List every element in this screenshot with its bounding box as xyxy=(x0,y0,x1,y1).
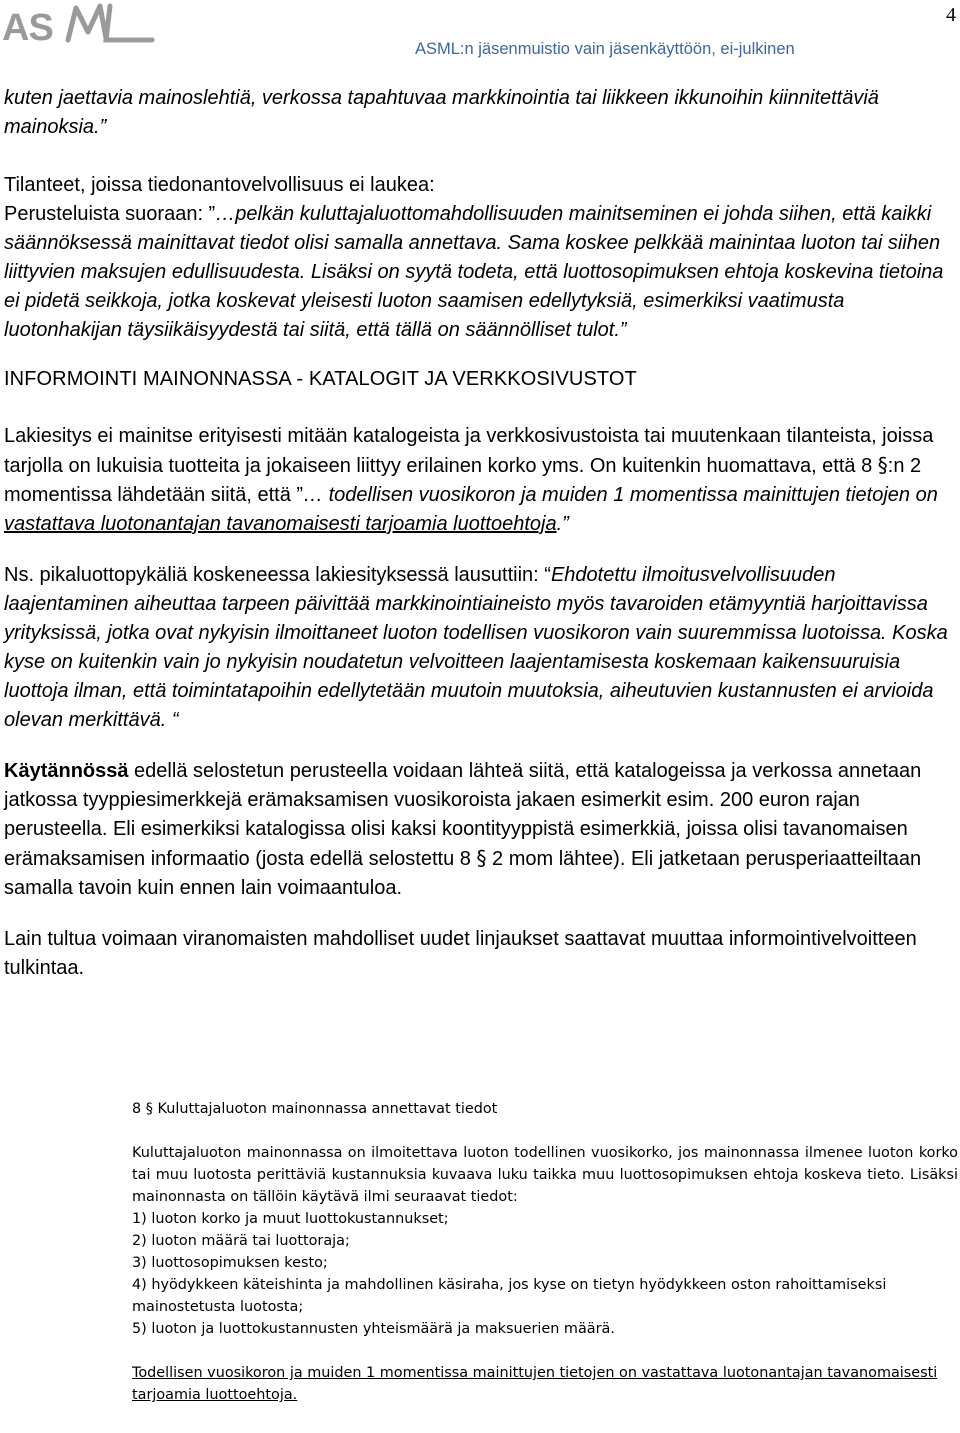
law-item-3: 3) luottosopimuksen kesto; xyxy=(132,1255,328,1271)
law-intro: Kuluttajaluoton mainonnassa on ilmoitettava luoton todellinen vuosikorko, jos mainonnassa ilmenee luoton korko tai muu luotosta perittäviä kustannuksia kuvaava luku taikka muu luottosopimuksen ehtoja koskeva tieto. Lisäksi mainonnasta on tällöin käytävä ilmi seuraavat tiedot: xyxy=(132,1145,958,1205)
section-situations xyxy=(4,171,954,345)
paragraph-catalogs: Lakiesitys ei mainitse erityisesti mitään katalogeista ja verkkosivustoista tai muutenkaan tilanteista, joissa tarjolla on lukuisia tuotteita ja jokaiseen liittyy erilainen korko yms. On kuitenkin huomattava, että 8 §:n 2 momentissa lähdetään siitä, että ”… todellisen vuosikoron ja muiden 1 momentissa mainittujen tietojen on vastattava luotonantajan tavanomaisesti tarjoamia luottoehtoja.” xyxy=(4,425,938,535)
svg-text:AS: AS xyxy=(2,7,53,46)
section-title: Tilanteet, joissa tiedonantovelvollisuus ei laukea: xyxy=(4,174,435,196)
page-number: 4 xyxy=(946,4,956,26)
paragraph-authorities: Lain tultua voimaan viranomaisten mahdolliset uudet linjaukset saattavat muuttaa informointivelvoitteen tulkintaa. xyxy=(4,928,917,979)
section-sign: § xyxy=(877,453,888,477)
law-item-1: 1) luoton korko ja muut luottokustannukset; xyxy=(132,1211,449,1227)
document-body xyxy=(4,84,954,983)
paragraph-practice: Käytännössä edellä selostetun perusteella voidaan lähteä siitä, että katalogeissa ja verkossa annetaan jatkossa tyyppiesimerkkejä erämaksamisen vuosikoroista jakaen esimerkit esim. 200 euron rajan perusteella. Eli esimerkiksi katalogissa olisi kaksi koontityyppistä esimerkkiä, joissa olisi tavanomaisen erämaksamisen informaatio (josta edellä selostettu 8 § 2 mom lähtee). Eli jatketaan perusperiaatteiltaan samalla tavoin kuin ennen lain voimaantuloa. xyxy=(4,760,922,899)
asml-logo xyxy=(2,2,162,46)
law-excerpt xyxy=(132,1098,958,1406)
section-lead: Perusteluista suoraan: ” xyxy=(4,203,216,225)
law-item-2: 2) luoton määrä tai luottoraja; xyxy=(132,1233,350,1249)
section-heading: INFORMOINTI MAINONNASSA - KATALOGIT JA VERKKOSIVUSTOT xyxy=(4,368,637,390)
law-footer: Todellisen vuosikoron ja muiden 1 momentissa mainittujen tietojen on vastattava luotonantajan tavanomaisesti tarjoamia luottoehtoja. xyxy=(132,1365,938,1403)
paragraph-intro: kuten jaettavia mainoslehtiä, verkossa tapahtuvaa markkinointia tai liikkeen ikkunoihin kiinnitettäviä mainoksia.” xyxy=(4,87,879,138)
underlined-requirement: vastattava luotonantajan tavanomaisesti tarjoamia luottoehtoja xyxy=(4,513,557,535)
paragraph-pikaluotto: Ns. pikaluottopykäliä koskeneessa lakiesityksessä lausuttiin: “Ehdotettu ilmoitusvelvollisuuden laajentaminen aiheuttaa tarpeen päivittää markkinointiaineisto myös tavaroiden etämyyntiä harjoittavissa yrityksissä, jotka ovat nykyisin ilmoittaneet luoton todellisen vuosikoron vain suuremmissa luotoissa. Koska kyse on kuitenkin vain jo nykyisin noudatetun velvoitteen laajentamisesta koskemaan kaikensuuruisia luottoja ilman, että toimintatapoihin edellytetään muutoin muutoksia, aiheutuvien kustannusten ei arvioida olevan merkittävä. “ xyxy=(4,564,948,731)
law-title: 8 § Kuluttajaluoton mainonnassa annettavat tiedot xyxy=(132,1101,498,1117)
header-subtitle: ASML:n jäsenmuistio vain jäsenkäyttöön, ei-julkinen xyxy=(415,40,795,58)
law-item-4: 4) hyödykkeen käteishinta ja mahdollinen käsiraha, jos kyse on tietyn hyödykkeen oston rahoittamiseksi mainostetusta luotosta; xyxy=(132,1277,887,1315)
section-quote: …pelkän kuluttajaluottomahdollisuuden mainitseminen ei johda siihen, että kaikki säännöksessä mainittavat tiedot olisi samalla annettava. Sama koskee pelkkää mainintaa luoton tai siihen liittyvien maksujen edullisuudesta. Lisäksi on syytä todeta, että luottosopimuksen ehtoja koskevina tietoina ei pidetä seikkoja, jotka koskevat yleisesti luoton saamisen edellytyksiä, esimerkiksi vaatimusta luotonhakijan täysiikäisyydestä tai siitä, että tällä on säännölliset tulot.” xyxy=(4,203,944,341)
bold-practice: Käytännössä xyxy=(4,760,129,782)
law-item-5: 5) luoton ja luottokustannusten yhteismäärä ja maksuerien määrä. xyxy=(132,1321,615,1337)
